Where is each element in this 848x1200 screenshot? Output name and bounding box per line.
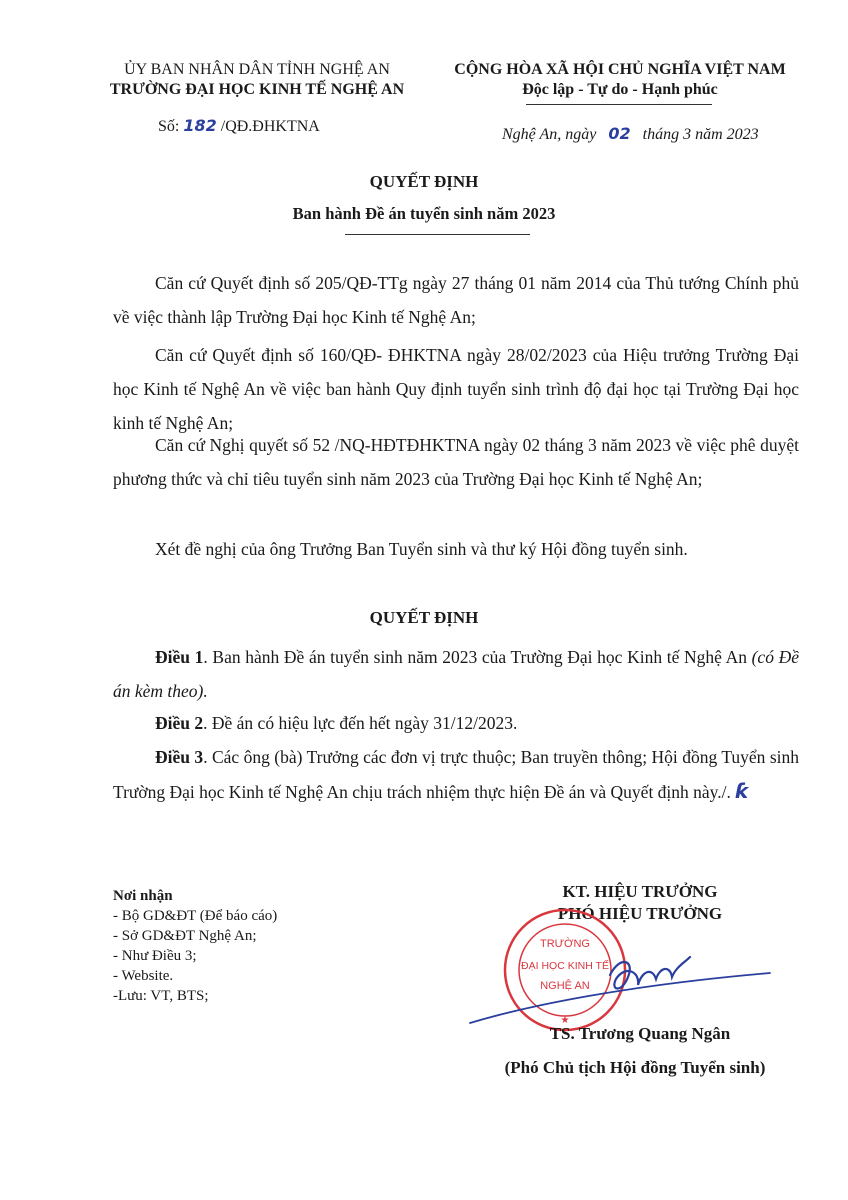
article-3-initial: ƙ	[735, 779, 749, 803]
signer-note: (Phó Chủ tịch Hội đồng Tuyển sinh)	[504, 1058, 766, 1077]
date-day: 02	[608, 124, 631, 143]
stamp-line-1: TRƯỜNG	[540, 938, 590, 950]
number-prefix: Số:	[158, 118, 180, 135]
signer-role-2: PHÓ HIỆU TRƯỞNG	[557, 904, 723, 923]
date-month-label: tháng	[642, 126, 680, 143]
recipient-item: - Website.	[113, 968, 174, 984]
recipient-item: - Bộ GD&ĐT (Để báo cáo)	[113, 908, 278, 924]
handwritten-signature	[470, 945, 770, 1025]
preamble-paragraph-1: Căn cứ Quyết định số 205/QĐ-TTg ngày 27 tháng 01 năm 2014 của Thủ tướng Chính phủ về việc thành lập Trường Đại học Kinh tế Nghệ An;	[113, 273, 799, 327]
date-prefix: Nghệ An, ngày	[502, 126, 597, 143]
article-3-label: Điều 3	[155, 747, 204, 767]
number-value: 182	[183, 116, 217, 135]
document-subtitle: Ban hành Đề án tuyển sinh năm 2023	[292, 204, 556, 223]
school-name: TRƯỜNG ĐẠI HỌC KINH TẾ NGHỆ AN	[109, 81, 405, 98]
date-year: 2023	[726, 126, 759, 143]
recipient-item: -Lưu: VT, BTS;	[113, 988, 209, 1004]
preamble-paragraph-4: Xét đề nghị của ông Trưởng Ban Tuyển sinh và thư ký Hội đồng tuyển sinh.	[155, 539, 688, 559]
signature-stroke	[610, 957, 690, 989]
article-2-label: Điều 2	[155, 713, 204, 733]
preamble-paragraph-2: Căn cứ Quyết định số 160/QĐ- ĐHKTNA ngày 28/02/2023 của Hiệu trưởng Trường Đại học Kinh tế Nghệ An về việc ban hành Quy định tuyển sinh trình độ đại học tại Trường Đại học kinh tế Nghệ An;	[113, 345, 799, 433]
stamp-line-3: NGHỆ AN	[540, 980, 590, 992]
recipient-item: - Như Điều 3;	[113, 948, 197, 964]
decision-heading: QUYẾT ĐỊNH	[369, 608, 479, 627]
article-1-note: (có Đề án kèm theo).	[113, 647, 800, 701]
motto-underline	[526, 104, 712, 105]
article-1: Điều 1. Ban hành Đề án tuyển sinh năm 2023 của Trường Đại học Kinh tế Nghệ An (có Đề án kèm theo).	[113, 647, 800, 701]
stamp-line-2: ĐẠI HỌC KINH TẾ	[521, 960, 609, 972]
number-suffix: /QĐ.ĐHKTNA	[220, 118, 320, 135]
title-underline	[345, 234, 530, 235]
preamble-paragraph-3: Căn cứ Nghị quyết số 52 /NQ-HĐTĐHKTNA ngày 02 tháng 3 năm 2023 về việc phê duyệt phương thức và chỉ tiêu tuyển sinh năm 2023 của Trường Đại học Kinh tế Nghệ An;	[113, 435, 799, 489]
document-number	[158, 116, 320, 137]
stamp-star-icon: ★	[560, 1015, 570, 1026]
country-name: CỘNG HÒA XÃ HỘI CHỦ NGHĨA VIỆT NAM	[454, 61, 786, 78]
signer-role-1: KT. HIỆU TRƯỞNG	[562, 882, 718, 901]
document-title: QUYẾT ĐỊNH	[369, 172, 479, 191]
authority-name: ỦY BAN NHÂN DÂN TỈNH NGHỆ AN	[124, 61, 390, 78]
date-year-label: năm	[695, 126, 723, 143]
recipients-heading: Nơi nhận	[113, 888, 173, 904]
article-1-label: Điều 1	[155, 647, 204, 667]
signature-underline-stroke	[470, 973, 770, 1023]
recipient-item: - Sở GD&ĐT Nghệ An;	[113, 928, 257, 944]
article-2: Điều 2. Đề án có hiệu lực đến hết ngày 31/12/2023.	[155, 713, 518, 733]
article-3: Điều 3. Các ông (bà) Trưởng các đơn vị trực thuộc; Ban truyền thông; Hội đồng Tuyển sinh Trường Đại học Kinh tế Nghệ An chịu trách nhiệm thực hiện Đề án và Quyết định này./. ƙ	[113, 747, 800, 803]
issue-date	[502, 124, 759, 145]
date-month: 3	[683, 126, 692, 143]
national-motto: Độc lập - Tự do - Hạnh phúc	[522, 81, 718, 98]
signer-name: TS. Trương Quang Ngân	[549, 1024, 731, 1043]
